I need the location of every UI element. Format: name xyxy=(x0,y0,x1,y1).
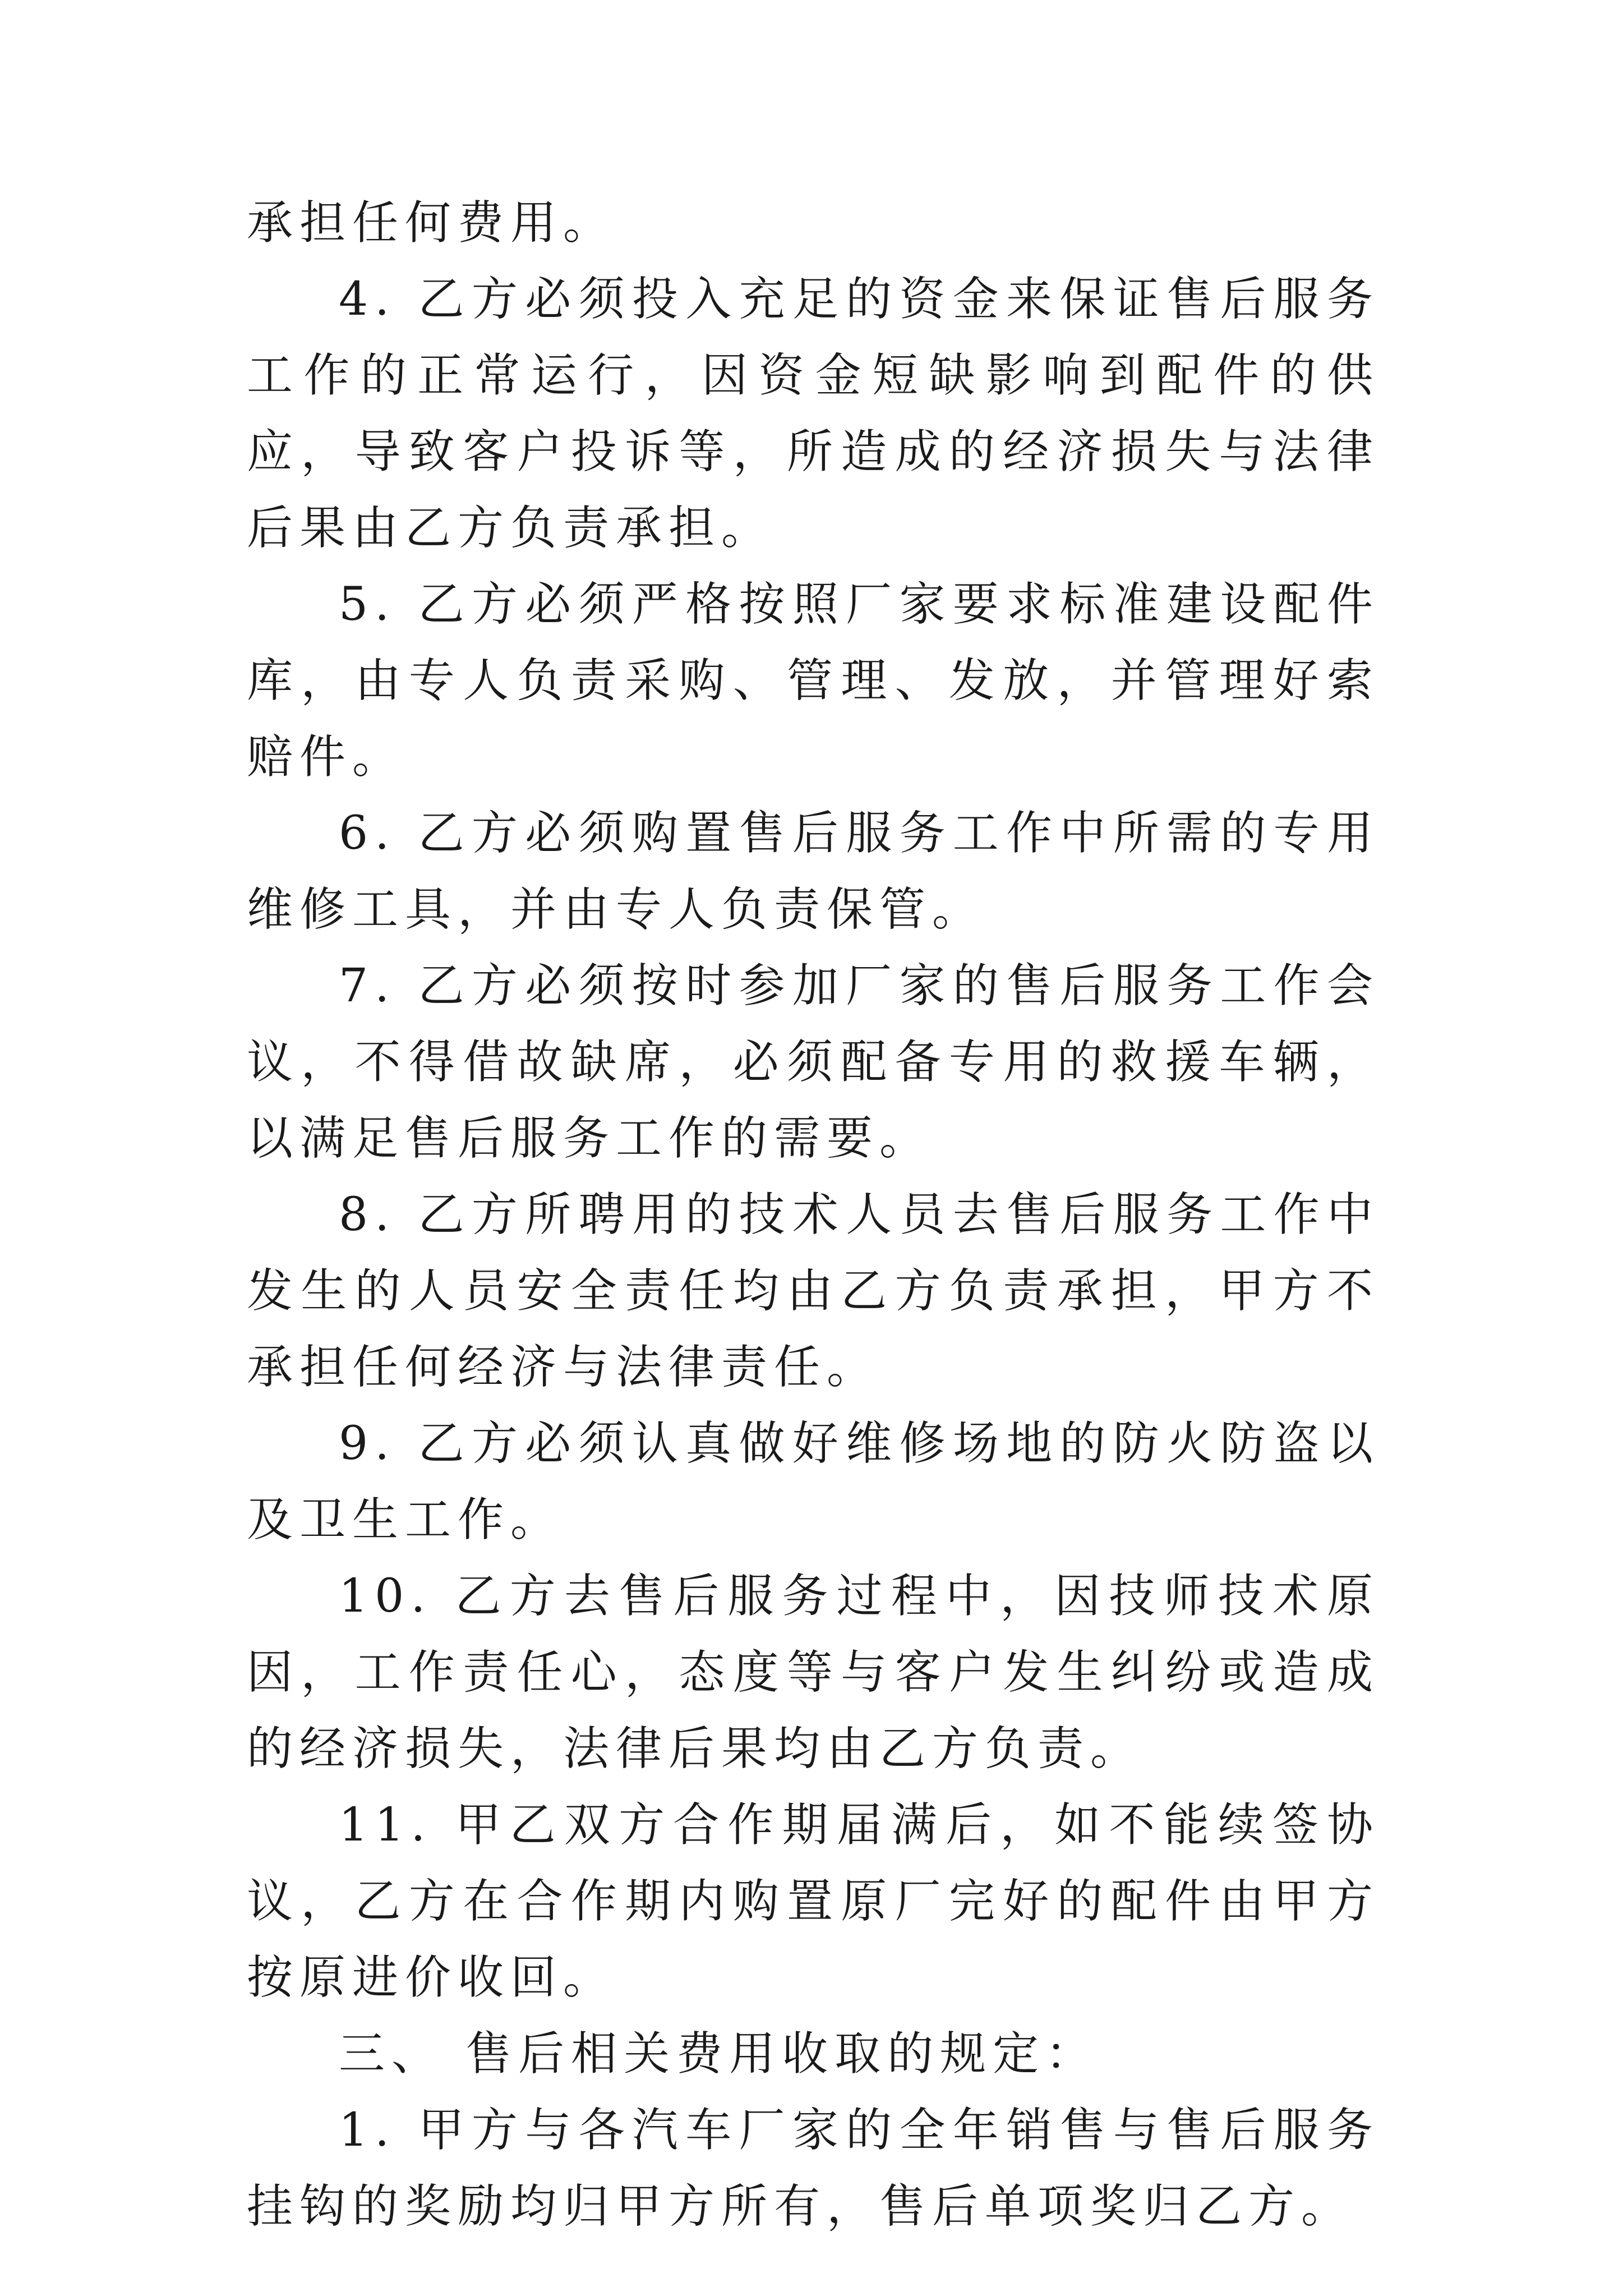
paragraph-continuation: 承担任何费用。 xyxy=(247,196,616,250)
paragraph-section3-item-1: 1. 甲方与各汽车厂家的全年销售与售后服务挂钩的奖励均归甲方所有，售后单项奖归乙方。 xyxy=(247,2104,1380,2233)
section-heading-3: 三、 售后相关费用收取的规定： xyxy=(339,2027,1099,2081)
paragraph-item-6: 6. 乙方必须购置售后服务工作中所需的专用维修工具，并由专人负责保管。 xyxy=(247,807,1380,936)
paragraph-item-7: 7. 乙方必须按时参加厂家的售后服务工作会议，不得借故缺席，必须配备专用的救援车辆，以满足售后服务工作的需要。 xyxy=(247,959,1380,1165)
paragraph-item-4: 4. 乙方必须投入充足的资金来保证售后服务工作的正常运行，因资金短缺影响到配件的供应，导致客户投诉等，所造成的经济损失与法律后果由乙方负责承担。 xyxy=(247,273,1380,555)
paragraph-item-8: 8. 乙方所聘用的技术人员去售后服务工作中发生的人员安全责任均由乙方负责承担，甲方不承担任何经济与法律责任。 xyxy=(247,1188,1380,1394)
paragraph-item-10: 10. 乙方去售后服务过程中，因技师技术原因，工作责任心，态度等与客户发生纠纷或造成的经济损失，法律后果均由乙方负责。 xyxy=(247,1570,1380,1775)
document-body xyxy=(247,185,1380,2245)
paragraph-item-11: 11. 甲乙双方合作期届满后，如不能续签协议，乙方在合作期内购置原厂完好的配件由甲方按原进价收回。 xyxy=(247,1798,1380,2004)
paragraph-item-5: 5. 乙方必须严格按照厂家要求标准建设配件库，由专人负责采购、管理、发放，并管理好索赔件。 xyxy=(247,578,1380,784)
paragraph-item-9: 9. 乙方必须认真做好维修场地的防火防盗以及卫生工作。 xyxy=(247,1417,1380,1547)
